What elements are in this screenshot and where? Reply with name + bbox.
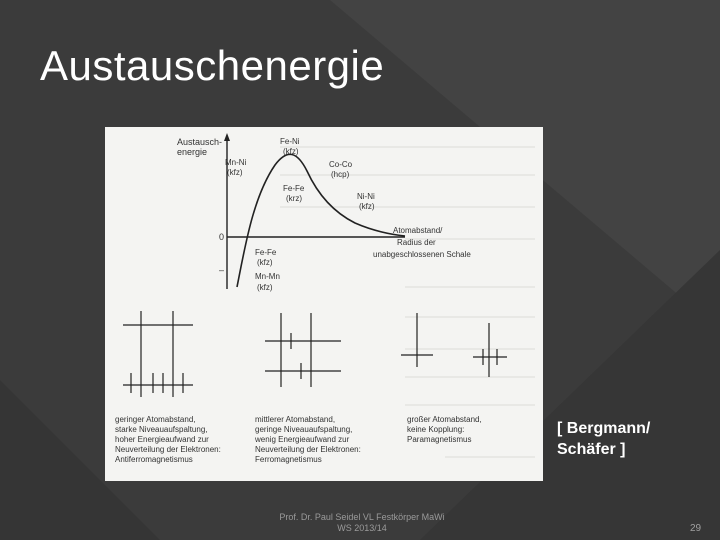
svg-text:geringe Niveauaufspaltung,: geringe Niveauaufspaltung,	[255, 425, 353, 434]
point-label-mn-ni-lattice: (kfz)	[227, 168, 243, 177]
svg-text:geringer Atomabstand,: geringer Atomabstand,	[115, 415, 196, 424]
footer-semester: WS 2013/14	[337, 523, 387, 533]
point-label-fe-fe-krz: Fe-Fe	[283, 184, 305, 193]
svg-text:Paramagnetismus: Paramagnetismus	[407, 435, 472, 444]
svg-text:Antiferromagnetismus: Antiferromagnetismus	[115, 455, 193, 464]
slide-title: Austauschenergie	[40, 42, 385, 89]
svg-text:starke Niveauaufspaltung,: starke Niveauaufspaltung,	[115, 425, 208, 434]
x-axis-label-line3: unabgeschlossenen Schale	[373, 250, 471, 259]
svg-text:wenig Energieaufwand zur: wenig Energieaufwand zur	[255, 435, 350, 444]
point-label-mn-mn-lattice: (kfz)	[257, 283, 273, 292]
page-number: 29	[690, 523, 702, 534]
exchange-energy-figure	[105, 127, 543, 481]
caption-ferro	[254, 415, 361, 464]
svg-text:mittlerer Atomabstand,: mittlerer Atomabstand,	[255, 415, 336, 424]
footer	[262, 512, 462, 534]
exchange-energy-curve	[237, 154, 405, 287]
citation: [ Bergmann/ Schäfer ]	[557, 420, 651, 458]
point-label-fe-fe-kfz-lattice: (kfz)	[257, 258, 273, 267]
point-label-fe-fe-krz-lattice: (krz)	[286, 194, 302, 203]
y-axis-arrow	[224, 133, 230, 141]
point-label-co-co-lattice: (hcp)	[331, 170, 350, 179]
x-axis-label-line2: Radius der	[397, 238, 436, 247]
y-axis-label-line2: energie	[177, 147, 208, 157]
svg-text:hoher Energieaufwand zur: hoher Energieaufwand zur	[115, 435, 209, 444]
svg-text:Neuverteilung der Elektronen:: Neuverteilung der Elektronen:	[255, 445, 361, 454]
zero-label: 0	[219, 232, 225, 242]
point-label-mn-mn: Mn-Mn	[255, 272, 280, 281]
svg-text:großer Atomabstand,: großer Atomabstand,	[407, 415, 482, 424]
svg-text:keine Kopplung:: keine Kopplung:	[407, 425, 465, 434]
point-label-mn-ni: Mn-Ni	[225, 158, 247, 167]
figure-svg	[105, 127, 543, 481]
minus-label: –	[219, 265, 225, 275]
svg-text:Neuverteilung der Elektronen:: Neuverteilung der Elektronen:	[115, 445, 221, 454]
level-diagram-ferro	[265, 313, 341, 387]
caption-para	[407, 415, 482, 444]
bleed-through-lines	[280, 147, 535, 457]
level-diagram-para	[401, 313, 507, 377]
point-label-ni-ni: Ni-Ni	[357, 192, 375, 201]
footer-author: Prof. Dr. Paul Seidel VL Festkörper MaWi	[279, 512, 445, 522]
y-axis-label-line1: Austausch-	[177, 137, 223, 147]
svg-text:Ferromagnetismus: Ferromagnetismus	[255, 455, 322, 464]
point-label-fe-ni: Fe-Ni	[280, 137, 300, 146]
level-diagram-antiferro	[123, 311, 193, 397]
x-axis-label-line1: Atomabstand/	[393, 226, 443, 235]
point-label-fe-fe-kfz: Fe-Fe	[255, 248, 277, 257]
caption-antiferro	[115, 415, 221, 464]
point-label-co-co: Co-Co	[329, 160, 353, 169]
point-label-ni-ni-lattice: (kfz)	[359, 202, 375, 211]
point-label-fe-ni-lattice: (kfz)	[283, 147, 299, 156]
